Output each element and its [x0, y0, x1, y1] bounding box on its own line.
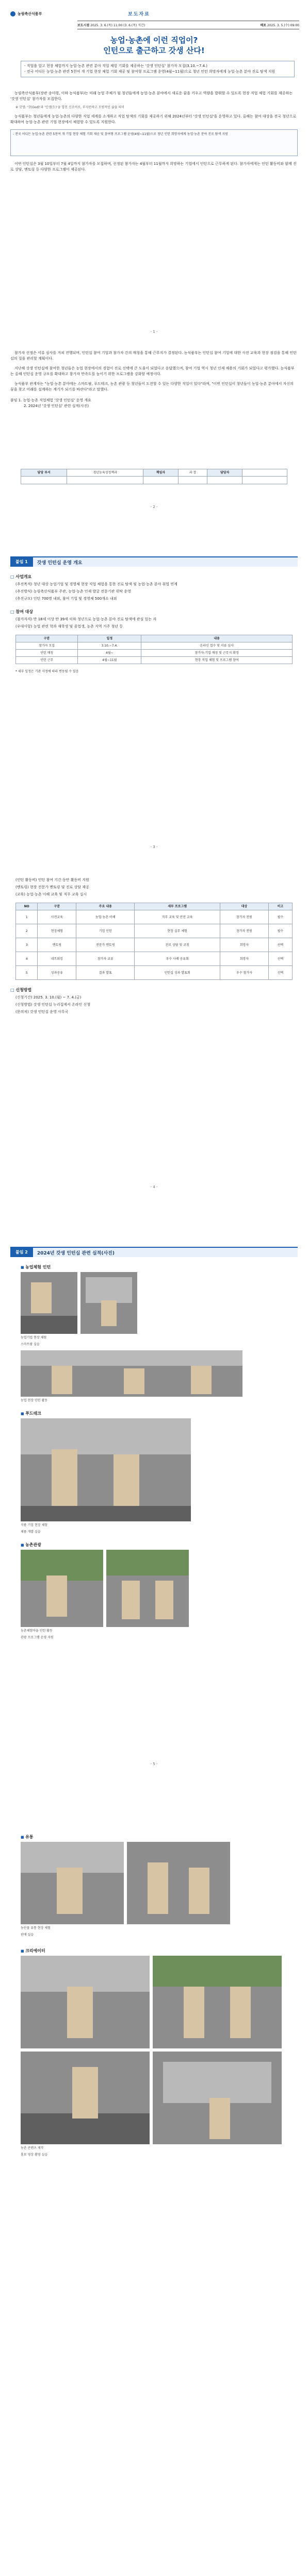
group-label: ■ 푸드테크 [21, 1411, 287, 1416]
table-row: 인턴 매칭 4월~ 참가자-기업 매칭 및 근무지 확정 [16, 650, 293, 657]
attachment-line: 2. 2024년 '갓생 인턴십' 관련 실적(사진) [24, 404, 89, 408]
bullet: (신청기간) 2025. 3. 10.(월) ~ 7. 4.(금) [15, 995, 82, 999]
paragraph: 이번 인턴십은 3월 10일부터 7월 4일까지 참가자를 모집하며, 선정된 참가자는 4월부터 11월까지 희망하는 기업에서 인턴으로 근무하게 된다. 참가자에게는 인턴 활동비와 함께 진로 상담, 멘토링 등 다양한 프로그램이 제공된다. [10, 162, 297, 172]
bullet: (추진방식) 농림축산식품부 주관, 농업·농촌 인재 발굴 전문기관 위탁 운영 [15, 589, 131, 594]
photo-group [21, 1834, 287, 1938]
paragraph: 농식품부 관계자는 "농업·농촌 분야에는 스마트팜, 푸드테크, 농촌 관광 등 청년들이 도전할 수 있는 다양한 직업이 있다"라며, "이번 인턴십이 청년들이 농업·농촌 분야에서 자신의 꿈을 찾고 미래를 설계하는 계기가 되기를 바란다"라고 말했다. [10, 382, 294, 392]
bullet: (추진규모) 인턴 700명 내외, 참여 기업 및 경영체 500개소 내외 [15, 597, 117, 601]
table-row: 3 멘토링 전문가 멘토링 진로 상담 및 코칭 희망자 선택 [16, 938, 293, 952]
page-5 [0, 1247, 308, 1766]
table-row: 인턴 근무 4월~11월 현장 직업 체험 및 프로그램 참여 [16, 657, 293, 664]
bullet: (인턴 활동비) 인턴 참여 기간 동안 활동비 지원 [15, 878, 89, 882]
page-number: - 1 - [150, 330, 158, 334]
paragraph: 참가자 선정은 서류 심사를 거쳐 진행되며, 인턴십 참여 기업과 참가자 간의 매칭을 통해 근무지가 결정된다. 농식품부는 인턴십 참여 기업에 대한 사전 교육과 현장 점검을 통해 인턴십의 질을 관리할 계획이다. [10, 351, 297, 361]
page-6 [0, 1834, 308, 2159]
photo [21, 1550, 103, 1627]
page-number: - 4 - [150, 1185, 158, 1189]
bullet: (신청방법) 갓생 인턴십 누리집에서 온라인 신청 [15, 1003, 91, 1007]
table-row: 2 현장체험 기업 인턴 현장 실무 체험 참가자 전원 필수 [16, 924, 293, 938]
program-table: NO 구분 주요 내용 세부 프로그램 대상 비고 1 사전교육 농업·농촌 이해 직무 교육 및 안전 교육 참가자 전원 필수 2 현장체험 기업 인턴 현장 실무 체험 참가자 전원 필수 3 멘토링 전문가 멘토링 진로 상담 및 코칭 희망자 선택 4 네트워킹 참가자 교류 우수 사례 공유회 희망자 선택 5 성과공유 결과 발표 인턴십 성과 발표회 우수 참가자 선택 [15, 903, 293, 980]
press-badge: 보도자료 [128, 12, 150, 17]
photo [21, 2052, 150, 2144]
col-header: 구분 [16, 635, 78, 642]
photo-caption: 농업 현장 인턴 활동 [21, 1399, 48, 1402]
photo [21, 1418, 191, 1521]
page-number: - 2 - [150, 505, 158, 509]
paragraph: 지난해 갓생 인턴십에 참여한 청년들은 농업 현장에서의 경험이 진로 선택에 큰 도움이 되었다고 응답했으며, 참여 기업 역시 청년 인재 채용의 기회가 되었다고 평가했다. 농식품부는 올해 인턴십 운영 규모를 확대하고 참가자 만족도를 높이기 위한 프로그램을 강화할 예정이다. [10, 366, 295, 376]
appendix-1-header [10, 556, 298, 567]
group-label: ■ 유통 [21, 1834, 287, 1840]
table-row: 1 사전교육 농업·농촌 이해 직무 교육 및 안전 교육 참가자 전원 필수 [16, 910, 293, 924]
contact-cell: 과 장 [178, 469, 207, 477]
table-note: * 세부 일정은 기관 사정에 따라 변동될 수 있음 [15, 670, 79, 673]
photo-caption: 관광 프로그램 운영 지원 [21, 1636, 54, 1639]
bullet: (추진목적) 청년 대상 농업기업 및 경영체 현장 직업 체험을 통한 진로 탐색 및 농업·농촌 분야 취업 연계 [15, 582, 177, 586]
photo [106, 1550, 189, 1627]
paragraph: 농림축산식품부(장관 송미령, 이하 농식품부)는 미래 농업 주체가 될 청년들에게 농업·농촌 분야에서 새로운 꿈을 키우고 역량을 발휘할 수 있도록 현장 직업 체험 기회를 제공하는 '갓생 인턴십' 참가자를 모집한다. [10, 91, 293, 101]
appendix-number: 붙임 2 [10, 1248, 33, 1257]
photo-caption: 농촌 콘텐츠 제작 [21, 2146, 44, 2150]
photo [153, 2052, 282, 2144]
photo-caption: 제품 개발 실습 [21, 1530, 41, 1534]
org-name: 농림축산식품부 [18, 12, 42, 16]
headline-block [10, 35, 298, 56]
photo-caption: 홍보 영상 촬영 실습 [21, 2153, 48, 2157]
photo-caption: 식품 기업 현장 체험 [21, 1523, 48, 1527]
contact-header: 담당자 [207, 469, 242, 477]
photo-caption: 농산물 유통 현장 체험 [21, 1926, 51, 1930]
page-3 [0, 556, 308, 849]
notice-box [10, 129, 298, 156]
emblem-icon [10, 11, 15, 16]
col-header: 내용 [141, 635, 293, 642]
appendix-number: 붙임 1 [10, 557, 33, 567]
photo [127, 1842, 230, 1924]
photo-group [21, 1264, 287, 1403]
photo [80, 1272, 137, 1334]
page-number: - 5 - [150, 1762, 158, 1766]
attachment-line: 붙임 1. 농업·농촌 직업체험 '갓생 인턴십' 운영 개요 [10, 398, 91, 402]
page-4 [0, 876, 308, 1189]
body-text [10, 91, 298, 177]
photo [21, 1956, 150, 2048]
photo [21, 1842, 124, 1924]
section-heading: □ 사업개요 [10, 574, 298, 580]
body-text [10, 350, 298, 414]
photo [153, 1956, 282, 2048]
bullet: (교육) 농업·농촌 이해 교육 및 직무 교육 실시 [15, 892, 87, 896]
contact-header: 담당 부서 [21, 469, 67, 477]
headline-line-2: 인턴으로 출근하고 갓생 산다! [103, 46, 205, 55]
photo [21, 1272, 77, 1334]
bullet: (참가자격) 만 18세 이상 만 39세 이하 청년으로 농업·농촌 분야 진로 탐색에 관심 있는 자 [15, 617, 157, 621]
bullet: (문의처) 갓생 인턴십 운영 사무국 [15, 1010, 69, 1014]
contact-cell: 청년농육성정책과 [67, 469, 143, 477]
appendix-title: 2024년 갓생 인턴십 관련 실적(사진) [37, 1250, 115, 1256]
release-meta: 보도시점 2025. 3. 6.(목) 11:00 (3. 6.(목) 석간) 배포 2025. 3. 5.(수) 09:00 [77, 21, 299, 29]
photo-caption: 판매 실습 [21, 1933, 34, 1937]
ministry-logo [10, 11, 42, 16]
table-row: 4 네트워킹 참가자 교류 우수 사례 공유회 희망자 선택 [16, 952, 293, 966]
section-heading: □ 참여 대상 [10, 609, 298, 615]
photo-caption: 농업기업 현장 체험 [21, 1336, 47, 1340]
page-number: - 3 - [150, 845, 158, 849]
table-row: 참가자 모집 3.10.~7.4. 온라인 접수 및 서류 심사 [16, 642, 293, 650]
bullet: (우대사항) 농업 관련 학과 재학생 및 졸업생, 농촌 지역 거주 청년 등 [15, 624, 123, 629]
group-label: ■ 크리에이터 [21, 1948, 287, 1954]
photo-group [21, 1411, 287, 1535]
schedule-table [15, 635, 293, 664]
footnote: ※ 갓생: '갓(God)'과 '인생(生)'을 합친 신조어로, 부지런하고 모범적인 삶을 의미 [15, 106, 124, 109]
summary-item: - 직업을 알고 현장 체험까지 농업·농촌 관련 분야 직업 체험 기회를 제공하는 '갓생 인턴십' 참가자 모집(3.10.~7.4.) [24, 64, 207, 68]
summary-item: - 전국 어디든 농업·농촌 관련 5천여 개 기업 현장 체험 기회 제공 및 참여형 프로그램 운영(4월~11월)으로 청년 인턴 희망자에게 농업·농촌 분야 진로 탐색 지원 [24, 70, 275, 74]
contact-cell [242, 469, 287, 477]
col-header: 일정 [78, 635, 141, 642]
appendix-title: 갓생 인턴십 운영 개요 [37, 560, 83, 566]
contact-table [21, 469, 287, 484]
group-label: ■ 농촌관광 [21, 1542, 287, 1548]
group-label: ■ 농업체험 인턴 [21, 1264, 287, 1270]
bullet: (멘토링) 현장 전문가 멘토링 및 진로 상담 제공 [15, 885, 89, 889]
photo-caption: 스마트팜 실습 [21, 1343, 40, 1346]
paragraph: 농식품부는 청년들에게 농업·농촌의 다양한 직업 세계를 소개하고 직업 탐색의 기회를 제공하기 위해 2024년부터 '갓생 인턴십'을 운영하고 있다. 올해는 참여 대상을 전국 청년으로 확대하여 농업·농촌 관련 기업 현장에서 체험할 수 있도록 지원한다. [10, 114, 297, 124]
photo-group [21, 1542, 287, 1640]
section-heading: □ 신청방법 [10, 987, 298, 993]
photo-group [21, 1948, 287, 2158]
photo [21, 1350, 242, 1397]
summary-box [21, 61, 295, 77]
headline-line-1: 농업·농촌에 이런 직업이? [110, 36, 198, 45]
table-row: 5 성과공유 결과 발표 인턴십 성과 발표회 우수 참가자 선택 [16, 966, 293, 980]
photo-caption: 농촌체험마을 인턴 활동 [21, 1629, 53, 1633]
appendix-2-header [10, 1247, 298, 1257]
contact-header: 책임자 [143, 469, 179, 477]
notice-text: - 전국 어디든 농업·농촌 관련 5천여 개 기업 현장 체험 기회 제공 및 참여형 프로그램 운영(4월~11월)으로 청년 인턴 희망자에게 농업·농촌 분야 진로 탐색 지원 [13, 132, 228, 136]
